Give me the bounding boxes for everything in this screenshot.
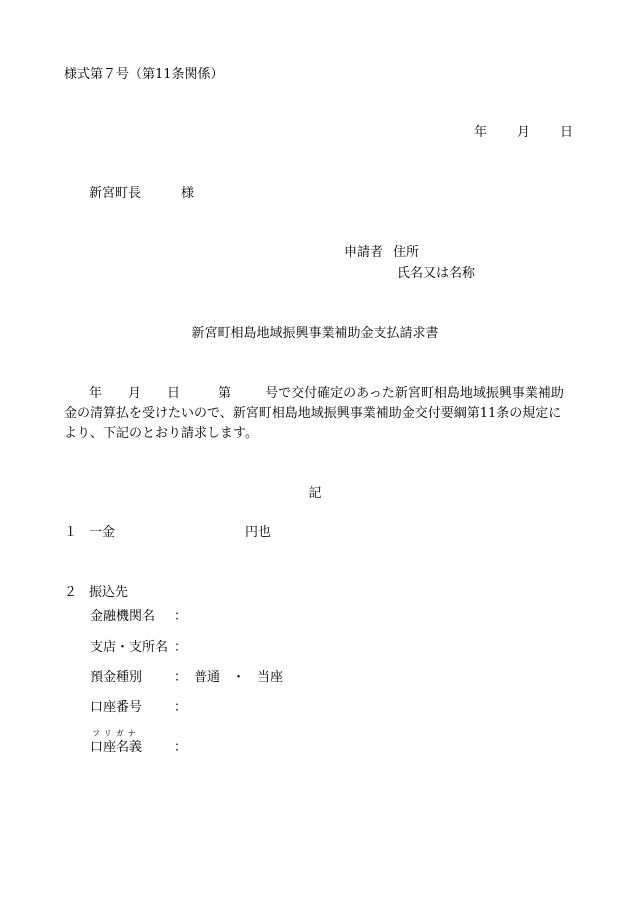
account-type-current: 当座 (257, 670, 284, 685)
bank-name-row (90, 609, 194, 625)
item1-number: １ (64, 525, 78, 540)
addressee-honorific: 様 (181, 186, 195, 201)
branch-name-label: 支店・支所名 (90, 640, 169, 655)
account-number-row (90, 700, 194, 716)
account-type-label: 預金種別 (90, 670, 143, 685)
form-number: 様式第７号（第11条関係） (64, 67, 224, 82)
addressee-name: 新宮町長 (89, 186, 142, 201)
request-body (64, 384, 570, 444)
body-year: 年 (89, 386, 103, 401)
branch-name-row (90, 640, 194, 656)
body-main-text: 号で交付確定のあった新宮町相島地域振興事業補助金の清算払を受けたいので、新宮町相島地域振興事業補助金交付要綱第11条の規定により、下記のとおり請求します。 (64, 386, 564, 441)
date-line (474, 125, 573, 141)
ki-heading: 記 (308, 486, 322, 501)
body-number-prefix: 第 (218, 386, 232, 401)
account-holder-colon: ： (174, 740, 188, 755)
branch-name-colon: ： (174, 640, 188, 655)
date-month: 月 (517, 125, 531, 140)
applicant-label: 申請者 (344, 245, 384, 260)
applicant-address-label: 住所 (393, 245, 420, 260)
item1-label: 一金 (89, 525, 116, 540)
item-amount (64, 525, 271, 541)
date-year: 年 (474, 125, 488, 140)
account-type-colon: ： (174, 670, 188, 685)
account-holder-row (90, 740, 194, 756)
item1-suffix: 円也 (245, 525, 272, 540)
account-holder-furigana: フリガナ (92, 729, 140, 738)
account-type-ordinary: 普通 (194, 670, 221, 685)
account-type-row (90, 670, 283, 686)
bank-name-label: 金融機関名 (90, 609, 156, 624)
item2-number: ２ (64, 585, 78, 600)
body-day: 日 (167, 386, 181, 401)
applicant-address-line (344, 245, 419, 261)
bank-name-colon: ： (174, 609, 188, 624)
item-transfer-destination (64, 585, 128, 601)
account-type-separator: ・ (232, 670, 246, 685)
body-month: 月 (128, 386, 142, 401)
account-number-colon: ： (174, 700, 188, 715)
account-number-label: 口座番号 (90, 700, 143, 715)
document-title: 新宮町相島地域振興事業補助金支払請求書 (191, 326, 439, 341)
account-holder-label: 口座名義 (90, 740, 143, 755)
applicant-name-label: 氏名又は名称 (397, 266, 476, 281)
addressee (89, 186, 194, 202)
date-day: 日 (560, 125, 574, 140)
item2-label: 振込先 (89, 585, 129, 600)
